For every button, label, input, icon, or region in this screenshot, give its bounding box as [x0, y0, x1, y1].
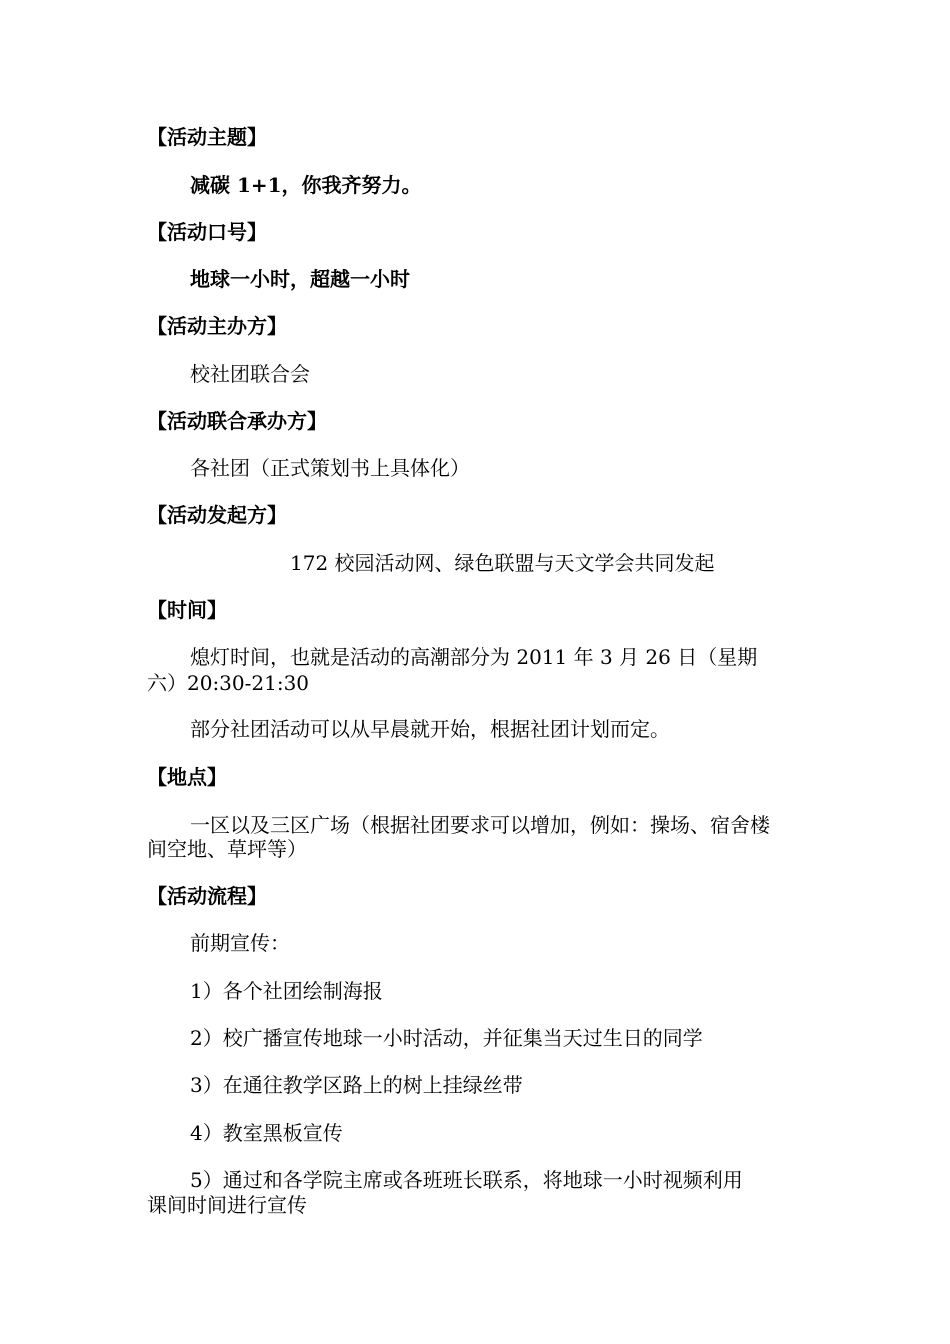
- section-heading-slogan: 【活动口号】: [147, 220, 267, 244]
- location-line-2: 间空地、草坪等）: [147, 837, 307, 861]
- process-item-2: 2）校广播宣传地球一小时活动，并征集当天过生日的同学: [190, 1026, 703, 1050]
- section-heading-location: 【地点】: [147, 765, 227, 789]
- time-paragraph-line-2: 六）20:30-21:30: [147, 671, 310, 695]
- process-intro: 前期宣传：: [190, 931, 290, 955]
- process-item-5-line-1: 5）通过和各学院主席或各班班长联系，将地球一小时视频利用: [190, 1168, 743, 1192]
- section-heading-time: 【时间】: [147, 598, 227, 622]
- process-item-4: 4）教室黑板宣传: [190, 1121, 343, 1145]
- theme-content: 减碳 1+1，你我齐努力。: [190, 173, 422, 197]
- time-paragraph-2: 部分社团活动可以从早晨就开始，根据社团计划而定。: [190, 717, 670, 741]
- section-heading-organizer: 【活动主办方】: [147, 314, 287, 338]
- co-organizer-content: 各社团（正式策划书上具体化）: [190, 456, 470, 480]
- section-heading-theme: 【活动主题】: [147, 125, 267, 149]
- section-heading-initiator: 【活动发起方】: [147, 503, 287, 527]
- location-line-1: 一区以及三区广场（根据社团要求可以增加，例如：操场、宿舍楼: [190, 813, 770, 837]
- process-item-3: 3）在通往教学区路上的树上挂绿丝带: [190, 1073, 523, 1097]
- process-item-1: 1）各个社团绘制海报: [190, 979, 383, 1003]
- organizer-content: 校社团联合会: [190, 362, 310, 386]
- process-item-5-line-2: 课间时间进行宣传: [147, 1193, 307, 1217]
- initiator-content: 172 校园活动网、绿色联盟与天文学会共同发起: [290, 551, 715, 575]
- time-paragraph-line-1: 熄灯时间，也就是活动的高潮部分为 2011 年 3 月 26 日（星期: [190, 645, 758, 669]
- slogan-content: 地球一小时，超越一小时: [190, 267, 410, 291]
- section-heading-co-organizer: 【活动联合承办方】: [147, 409, 327, 433]
- section-heading-process: 【活动流程】: [147, 884, 267, 908]
